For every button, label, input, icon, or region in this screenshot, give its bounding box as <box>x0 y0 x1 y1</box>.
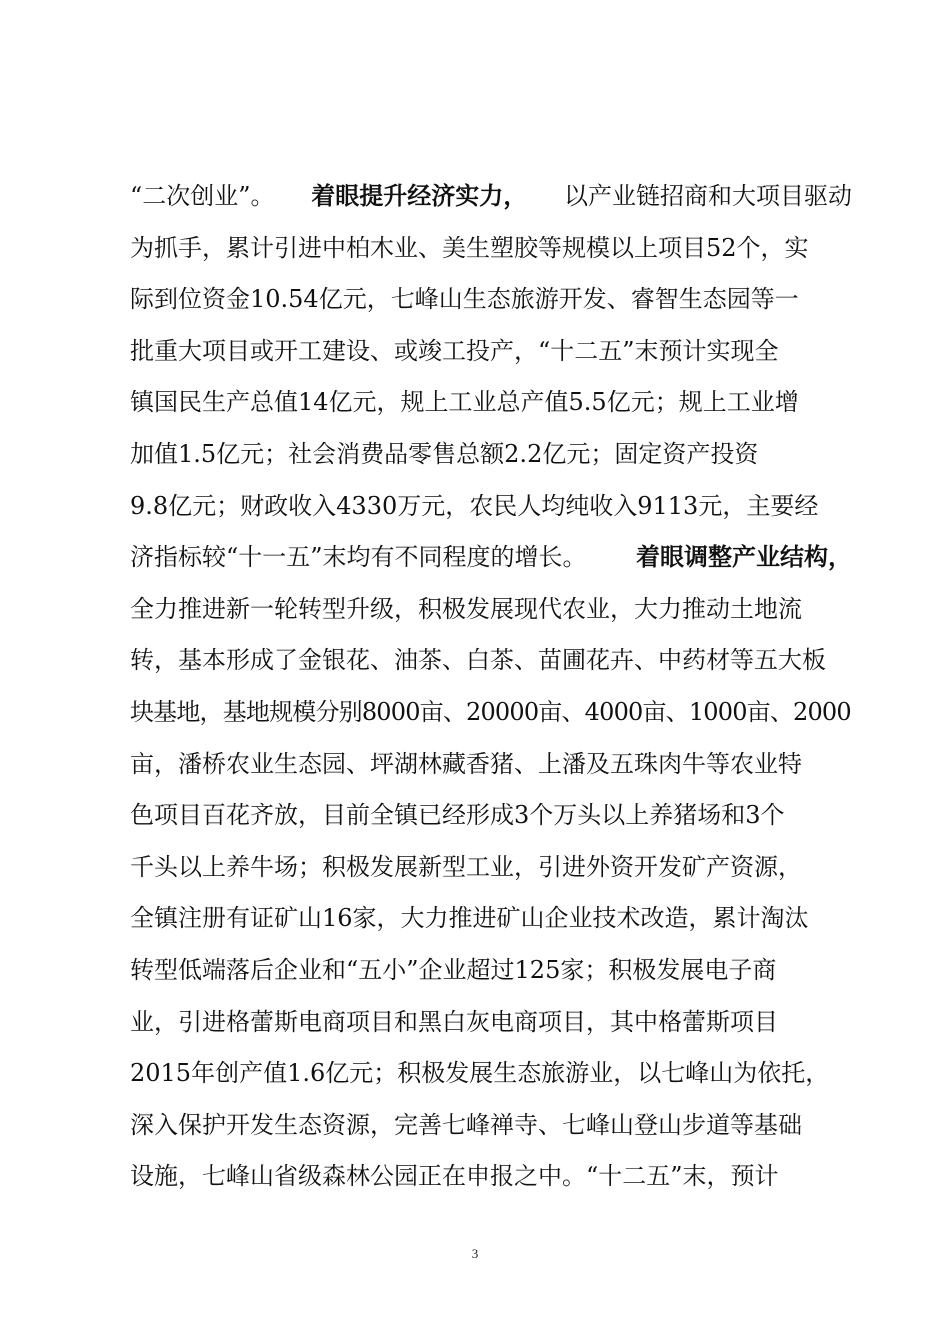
text-run: 深入保护开发生态资源，完善七峰禅寺、七峰山登山步道等基础 <box>130 1111 802 1139</box>
text-run: 9.8亿元；财政收入4330万元，农民人均纯收入9113元，主要经 <box>130 492 819 520</box>
text-run: 为抓手，累计引进中柏木业、美生塑胶等规模以上项目52个，实 <box>130 234 809 262</box>
text-line <box>130 1002 852 1042</box>
text-run: 济指标较“十一五”末均有不同程度的增长。 <box>130 543 587 571</box>
text-run: 转型低端落后企业和“五小”企业超过125家；积极发展电子商 <box>130 956 777 984</box>
text-run: 加值1.5亿元；社会消费品零售总额2.2亿元；固定资产投资 <box>130 440 759 468</box>
text-run: 块基地，基地规模分别8000亩、20000亩、4000亩、1000亩、2000 <box>130 698 851 726</box>
text-run: 设施，七峰山省级森林公园正在申报之中。“十二五”末，预计 <box>130 1162 779 1190</box>
text-run: 以产业链招商和大项目驱动 <box>563 182 852 210</box>
bold-heading-phrase: 着眼调整产业结构， <box>636 542 852 571</box>
text-run: 千头以上养牛场；积极发展新型工业，引进外资开发矿产资源， <box>130 853 802 881</box>
text-line <box>130 1053 852 1093</box>
text-line <box>130 847 852 887</box>
text-line <box>130 434 852 474</box>
text-run: 镇国民生产总值14亿元，规上工业总产值5.5亿元；规上工业增 <box>130 388 799 416</box>
bold-heading-phrase: 着眼提升经济实力， <box>311 181 528 210</box>
text-run: “二次创业”。 <box>130 182 275 210</box>
text-line <box>130 640 852 680</box>
text-run: 色项目百花齐放，目前全镇已经形成3个万头以上养猪场和3个 <box>130 801 785 829</box>
text-run: 转，基本形成了金银花、油茶、白茶、苗圃花卉、中药材等五大板 <box>130 646 826 674</box>
text-line <box>130 589 852 629</box>
text-line <box>130 331 852 371</box>
text-run: 全力推进新一轮转型升级，积极发展现代农业，大力推动土地流 <box>130 595 802 623</box>
text-run: 业，引进格蕾斯电商项目和黑白灰电商项目，其中格蕾斯项目 <box>130 1008 778 1036</box>
text-line <box>130 382 852 422</box>
page-number: 3 <box>471 1246 479 1261</box>
text-run: 亩，潘桥农业生态园、坪湖林藏香猪、上潘及五珠肉牛等农业特 <box>130 750 802 778</box>
text-line <box>130 950 852 990</box>
text-line <box>130 279 852 319</box>
text-line <box>130 1156 852 1196</box>
text-line <box>130 898 852 938</box>
text-line <box>130 692 852 732</box>
text-run: 批重大项目或开工建设、或竣工投产，“十二五”末预计实现全 <box>130 337 779 365</box>
text-line <box>130 176 852 216</box>
text-run: 全镇注册有证矿山16家，大力推进矿山企业技术改造，累计淘汰 <box>130 904 809 932</box>
text-line <box>130 486 852 526</box>
text-line <box>130 744 852 784</box>
text-run: 际到位资金10.54亿元，七峰山生态旅游开发、睿智生态园等一 <box>130 285 799 313</box>
text-line <box>130 1105 852 1145</box>
text-line <box>130 795 852 835</box>
text-run: 2015年创产值1.6亿元；积极发展生态旅游业，以七峰山为依托， <box>130 1059 830 1087</box>
text-line <box>130 228 852 268</box>
text-line <box>130 537 852 577</box>
